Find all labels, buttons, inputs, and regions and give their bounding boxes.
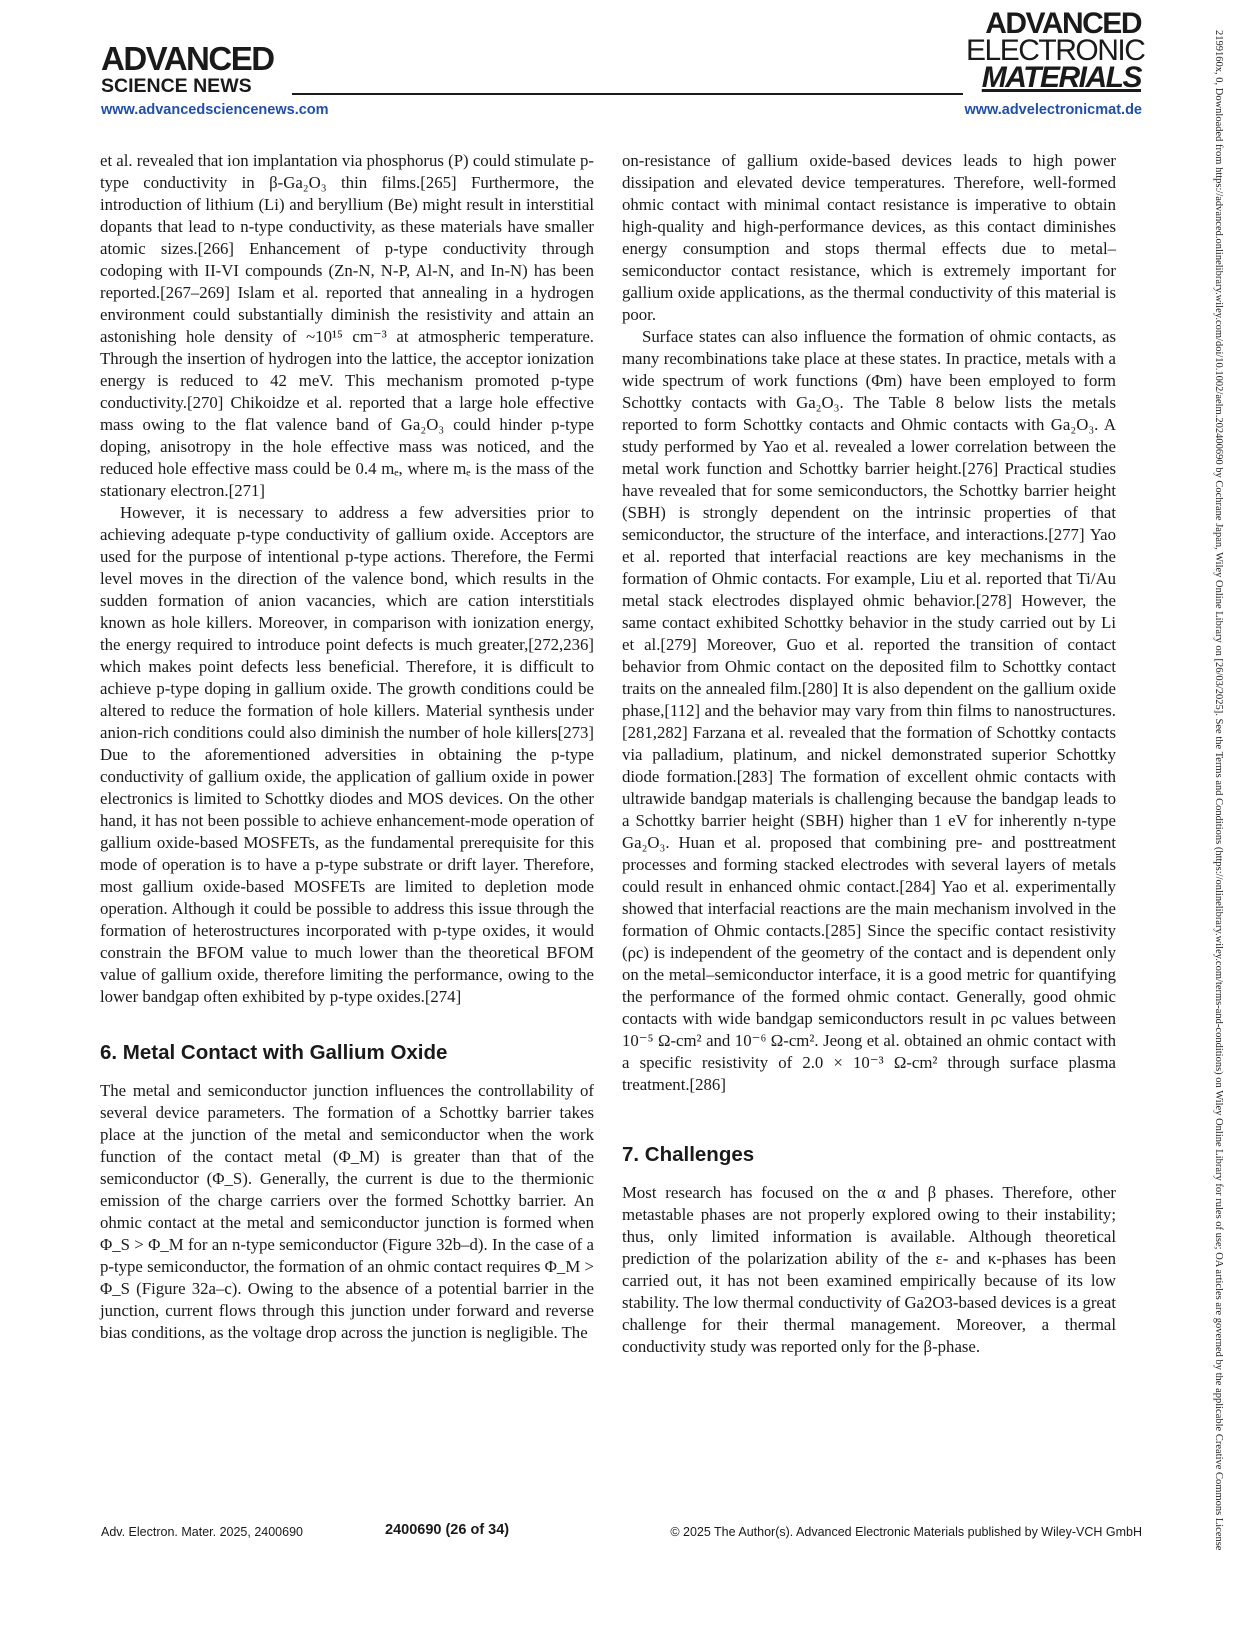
journal-logo-line3: MATERIALS — [981, 61, 1141, 94]
left-column — [100, 150, 594, 1344]
paragraph: However, it is necessary to address a few adversities prior to achieving adequate p-type conductivity of gallium oxide. Acceptors are used for the purpose of intentional p-type actions. Therefore, the Fermi level moves in the direction of the valence bond, which results in the sudden formation of anion vacancies, which are cation interstitials known as hole killers. Moreover, in comparison with ionization energy, the energy required to introduce point defects is much greater,[272,236] which makes point defects less beneficial. Therefore, it is difficult to achieve p-type doping in gallium oxide. The growth conditions could be altered to reduce the formation of hole killers. Material synthesis under anion-rich conditions could also diminish the number of hole killers[273] Due to the aforementioned adversities in obtaining the p-type conductivity of gallium oxide, the application of gallium oxide in power electronics is limited to Schottky diodes and MOS devices. On the other hand, it has not been possible to achieve enhancement-mode operation of gallium oxide-based MOSFETs, as the fundamental prerequisite for this mode of operation is to have a p-type substrate or drift layer. Therefore, most gallium oxide-based MOSFETs are limited to depletion mode operation. Although it could be possible to address this issue through the formation of heterostructures incorporated with p-type oxides, it would constrain the BFOM value to much lower than the theoretical BFOM value of gallium oxide, therefore limiting the performance, owing to the lower bandgap often exhibited by p-type oxides.[274] — [100, 503, 594, 1006]
download-side-note: 2199160x, 0, Downloaded from https://advanced.onlinelibrary.wiley.com/doi/10.1002/aelm.202400690 by Cochrane Japan, Wiley Online Library on [26/03/2025]. See the Terms and Conditions (https://onlinelibrary.wiley.com/terms-and-conditions) on Wiley Online Library for rules of use; OA articles are governed by the applicable Creative Commons License — [1213, 30, 1224, 1551]
paragraph: Surface states can also influence the formation of ohmic contacts, as many recombinations take place at these states. In practice, metals with a wide spectrum of work functions (Φm) have been employed to form Schottky contacts with Ga₂O₃. The Table 8 below lists the metals reported to form Schottky contacts and Ohmic contacts with Ga₂O₃. A study performed by Yao et al. revealed a lower correlation between the metal work function and Schottky barrier height.[276] Practical studies have revealed that for some semiconductors, the Schottky barrier height (SBH) is strongly dependent on the intrinsic properties of that semiconductor, the structure of the interface, and interactions.[277] Yao et al. reported that interfacial reactions are key mechanisms in the formation of Ohmic contacts. For example, Liu et al. reported that Ti/Au metal stack electrodes displayed ohmic behavior.[278] However, the same contact exhibited Schottky behavior in the study carried out by Li et al.[279] Moreover, Guo et al. reported the transition of contact behavior from Ohmic contact on the deposited film to Schottky contact traits on the annealed film.[280] It is also dependent on the gallium oxide phase,[112] and the behavior may vary from thin films to nanostructures.[281,282] Farzana et al. revealed that the formation of Schottky contacts via palladium, platinum, and nickel demonstrated superior Schottky diode formation.[283] The formation of excellent ohmic contacts with ultrawide bandgap materials is challenging because the bandgap leads to a Schottky barrier height (SBH) higher than 1 eV for inherently n-type Ga₂O₃. Huan et al. proposed that combining pre- and posttreatment processes and forming stacked electrodes with several layers of metals could result in enhanced ohmic contact.[284] Yao et al. experimentally showed that interfacial reactions are the main mechanism involved in the formation of Ohmic contacts.[285] Since the specific contact resistivity (ρc) is independent of the geometry of the contact and is dependent only on the metal–semiconductor interface, it is a good metric for quantifying the performance of the formed ohmic contact. Generally, good ohmic contacts with wide bandgap semiconductors result in ρc values between 10⁻⁵ Ω-cm² and 10⁻⁶ Ω-cm². Jeong et al. obtained an ohmic contact with a specific resistivity of 2.0 × 10⁻³ Ω-cm² through surface plasma treatment.[286] — [622, 327, 1116, 1094]
publisher-url-link[interactable]: www.advancedsciencenews.com — [101, 102, 329, 118]
paragraph: The metal and semiconductor junction influences the controllability of several device parameters. The formation of a Schottky barrier takes place at the junction of the metal and semiconductor when the work function of the contact metal (Φ_M) is greater than that of the semiconductor (Φ_S). Generally, the current is due to the thermionic emission of the charge carriers over the formed Schottky barrier. An ohmic contact at the metal and semiconductor junction is formed when Φ_S > Φ_M for an n-type semiconductor (Figure 32b–d). In the case of a p-type semiconductor, the formation of an ohmic contact requires Φ_M > Φ_S (Figure 32a–c). Owing to the absence of a potential barrier in the junction, current flows through this junction under forward and reverse bias conditions, as the voltage drop across the junction is negligible. The — [100, 1081, 594, 1342]
section-heading: 6. Metal Contact with Gallium Oxide — [100, 1041, 448, 1064]
paragraph: on-resistance of gallium oxide-based devices leads to high power dissipation and elevated device temperatures. Therefore, well-formed ohmic contact with minimal contact resistance is imperative to obtain high-quality and high-performance devices, as this contact diminishes energy consumption and stops thermal effects due to metal–semiconductor contact resistance, which is extremely important for gallium oxide applications, as the thermal conductivity of this material is poor. — [622, 151, 1116, 324]
paragraph: Most research has focused on the α and β phases. Therefore, other metastable phases are not properly explored owing to their instability; thus, only limited information is available. Although theoretical prediction of the polarization ability of the ε- and κ-phases has been carried out, it has not been examined empirically because of its low stability. The low thermal conductivity of Ga2O3-based devices is a great challenge for their thermal management. Moreover, a thermal conductivity study was reported only for the β-phase. — [622, 1183, 1116, 1356]
page-number: 2400690 (26 of 34) — [385, 1522, 510, 1538]
copyright-notice: © 2025 The Author(s). Advanced Electronic Materials published by Wiley-VCH GmbH — [670, 1525, 1142, 1539]
journal-logo-line1: ADVANCED — [985, 7, 1141, 40]
journal-logo-line2: ELECTRONIC — [966, 34, 1145, 67]
paragraph: et al. revealed that ion implantation via phosphorus (P) could stimulate p-type conductivity in β-Ga₂O₃ thin films.[265] Furthermore, the introduction of lithium (Li) and beryllium (Be) might result in interstitial dopants that lead to n-type conductivity, as these materials have smaller atomic sizes.[266] Enhancement of p-type conductivity through codoping with II-VI compounds (Zn-N, N-P, Al-N, and In-N) has been reported.[267–269] Islam et al. reported that annealing in a hydrogen environment could substantially diminish the resistivity and attain an astonishing hole density of ~10¹⁵ cm⁻³ at atmospheric temperature. Through the insertion of hydrogen into the lattice, the acceptor ionization energy is reduced to 42 meV. This mechanism promoted p-type conductivity.[270] Chikoidze et al. reported that a large hole effective mass owing to the flat valence band of Ga₂O₃ could hinder p-type doping, anisotropy in the hole effective mass was noticed, and the reduced hole effective mass could be 0.4 mₑ, where mₑ is the mass of the stationary electron.[271] — [100, 151, 594, 500]
right-column — [622, 150, 1116, 1358]
journal-url-link[interactable]: www.advelectronicmat.de — [964, 102, 1142, 118]
header-rule — [292, 93, 963, 95]
publisher-logo-line2: SCIENCE NEWS — [101, 75, 252, 97]
publisher-logo-line1: ADVANCED — [101, 40, 274, 77]
publisher-logo — [101, 40, 274, 97]
journal-citation: Adv. Electron. Mater. 2025, 2400690 — [101, 1525, 303, 1539]
journal-logo — [966, 7, 1145, 94]
section-heading: 7. Challenges — [622, 1143, 755, 1166]
